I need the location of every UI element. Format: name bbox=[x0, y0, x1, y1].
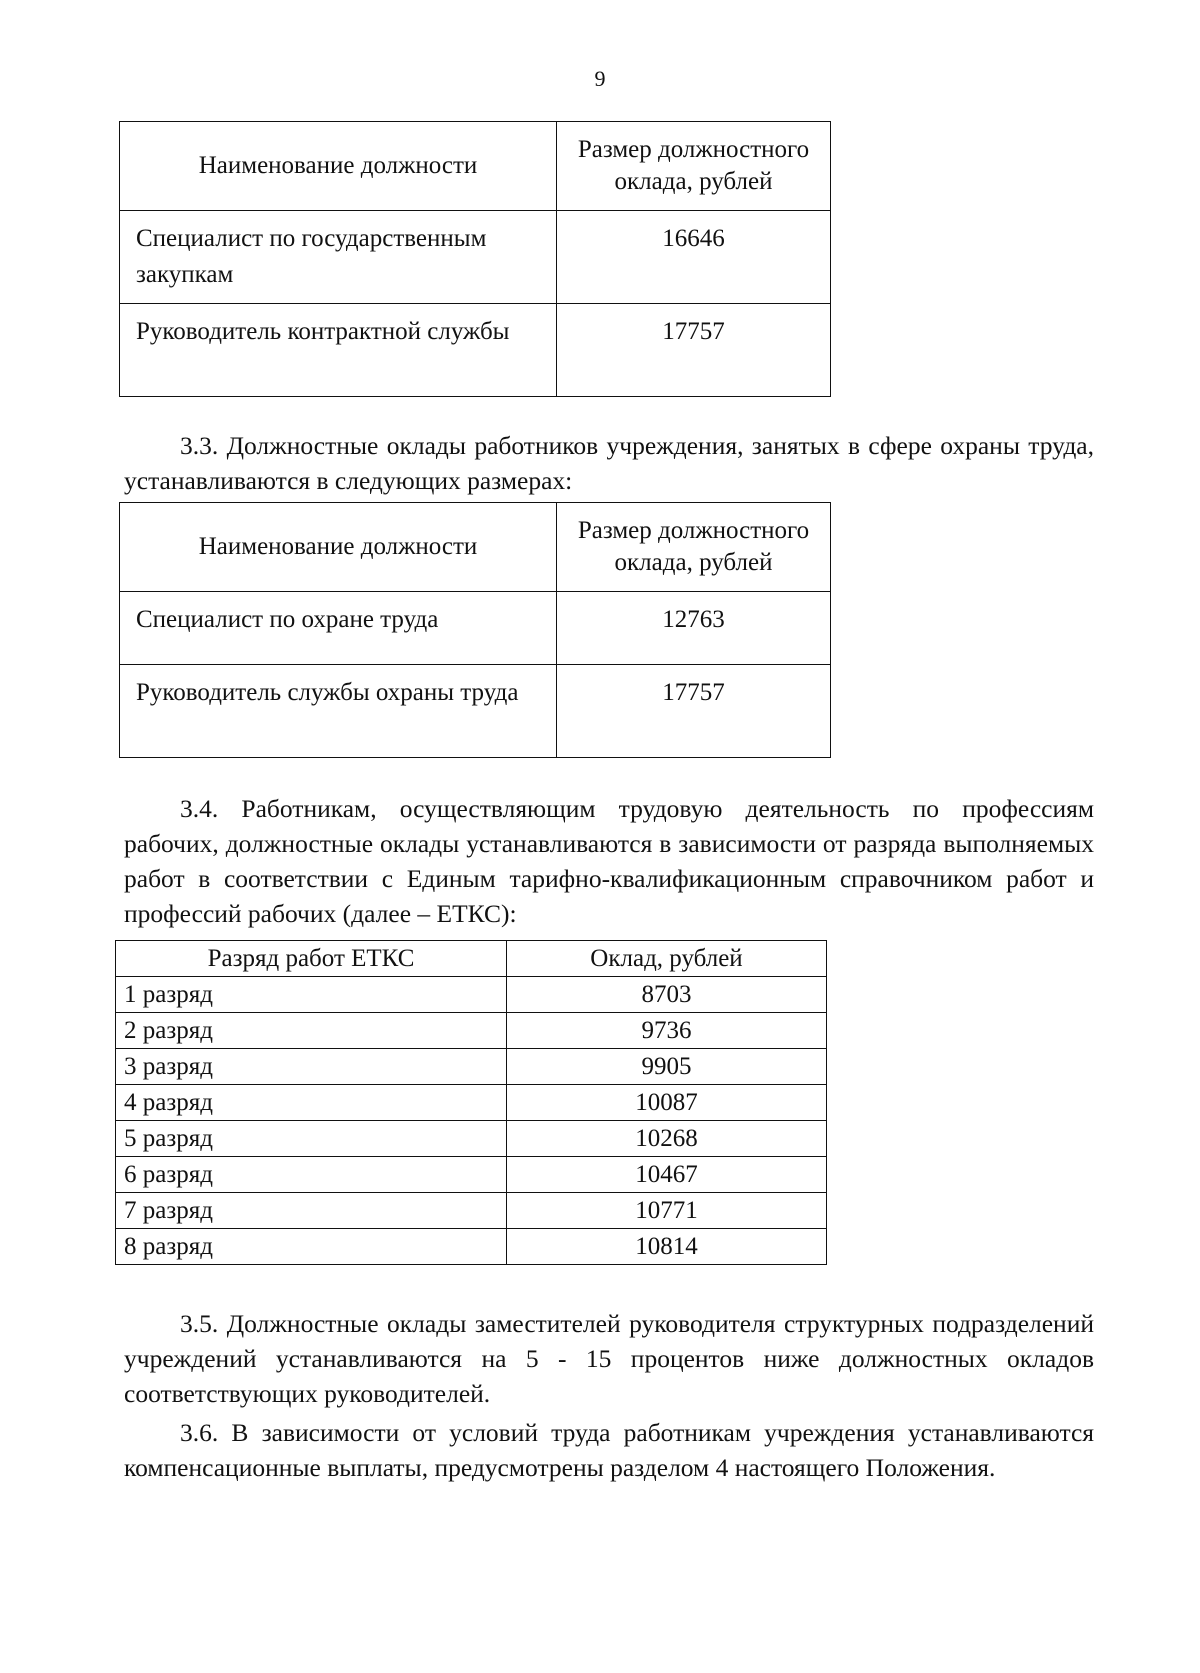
grade-cell: 4 разряд bbox=[116, 1085, 507, 1121]
salary-cell: 17757 bbox=[557, 665, 831, 758]
position-cell: Специалист по охране труда bbox=[120, 592, 557, 665]
paragraph-3-5 bbox=[124, 1306, 1094, 1411]
table-row bbox=[116, 1121, 827, 1157]
position-cell: Руководитель службы охраны труда bbox=[120, 665, 557, 758]
table-row bbox=[120, 665, 831, 758]
table-row bbox=[120, 304, 831, 397]
paragraph-3-6 bbox=[124, 1415, 1094, 1485]
table-row bbox=[120, 592, 831, 665]
grade-cell: 3 разряд bbox=[116, 1049, 507, 1085]
header-position: Наименование должности bbox=[120, 122, 557, 211]
salary-cell: 10087 bbox=[507, 1085, 827, 1121]
table-row bbox=[120, 211, 831, 304]
header-salary: Оклад, рублей bbox=[507, 941, 827, 977]
table-row bbox=[116, 977, 827, 1013]
grade-cell: 1 разряд bbox=[116, 977, 507, 1013]
paragraph-3-3 bbox=[124, 428, 1094, 498]
page-number: 9 bbox=[594, 66, 606, 91]
grade-cell: 2 разряд bbox=[116, 1013, 507, 1049]
salary-cell: 10814 bbox=[507, 1229, 827, 1265]
salary-cell: 10771 bbox=[507, 1193, 827, 1229]
grade-cell: 6 разряд bbox=[116, 1157, 507, 1193]
table-row bbox=[116, 1049, 827, 1085]
paragraph-3-6-text: 3.6. В зависимости от условий труда работникам учреждения устанавливаются компенсационные выплаты, предусмотрены разделом 4 настоящего Положения. bbox=[124, 1418, 1094, 1482]
table-row bbox=[116, 1229, 827, 1265]
header-salary: Размер должностного оклада, рублей bbox=[557, 122, 831, 211]
table-row bbox=[116, 1157, 827, 1193]
salary-cell: 16646 bbox=[557, 211, 831, 304]
salary-cell: 17757 bbox=[557, 304, 831, 397]
salary-cell: 9905 bbox=[507, 1049, 827, 1085]
salary-cell: 9736 bbox=[507, 1013, 827, 1049]
grade-cell: 8 разряд bbox=[116, 1229, 507, 1265]
grade-cell: 7 разряд bbox=[116, 1193, 507, 1229]
table-header-row bbox=[120, 122, 831, 211]
paragraph-3-3-text: 3.3. Должностные оклады работников учреждения, занятых в сфере охраны труда, устанавливаются в следующих размерах: bbox=[124, 431, 1094, 495]
salary-cell: 10268 bbox=[507, 1121, 827, 1157]
table-row bbox=[116, 1013, 827, 1049]
salary-table-labor-safety bbox=[119, 502, 831, 758]
table-row bbox=[116, 1085, 827, 1121]
grade-cell: 5 разряд bbox=[116, 1121, 507, 1157]
header-grade: Разряд работ ЕТКС bbox=[116, 941, 507, 977]
table-header-row bbox=[116, 941, 827, 977]
header-position: Наименование должности bbox=[120, 503, 557, 592]
salary-table-procurement bbox=[119, 121, 831, 397]
salary-cell: 8703 bbox=[507, 977, 827, 1013]
table-row bbox=[116, 1193, 827, 1229]
paragraph-3-5-text: 3.5. Должностные оклады заместителей руководителя структурных подразделений учреждений устанавливаются на 5 - 15 процентов ниже должностных окладов соответствующих руководителей. bbox=[124, 1309, 1094, 1408]
paragraph-3-4-text: 3.4. Работникам, осуществляющим трудовую деятельность по профессиям рабочих, должностные оклады устанавливаются в зависимости от разряда выполняемых работ в соответствии с Единым тарифно-квалификационным справочником работ и профессий рабочих (далее – ЕТКС): bbox=[124, 794, 1094, 928]
table-header-row bbox=[120, 503, 831, 592]
position-cell: Руководитель контрактной службы bbox=[120, 304, 557, 397]
salary-cell: 12763 bbox=[557, 592, 831, 665]
paragraph-3-4 bbox=[124, 791, 1094, 931]
header-salary: Размер должностного оклада, рублей bbox=[557, 503, 831, 592]
position-cell: Специалист по государственным закупкам bbox=[120, 211, 557, 304]
salary-table-etks bbox=[115, 940, 827, 1265]
salary-cell: 10467 bbox=[507, 1157, 827, 1193]
